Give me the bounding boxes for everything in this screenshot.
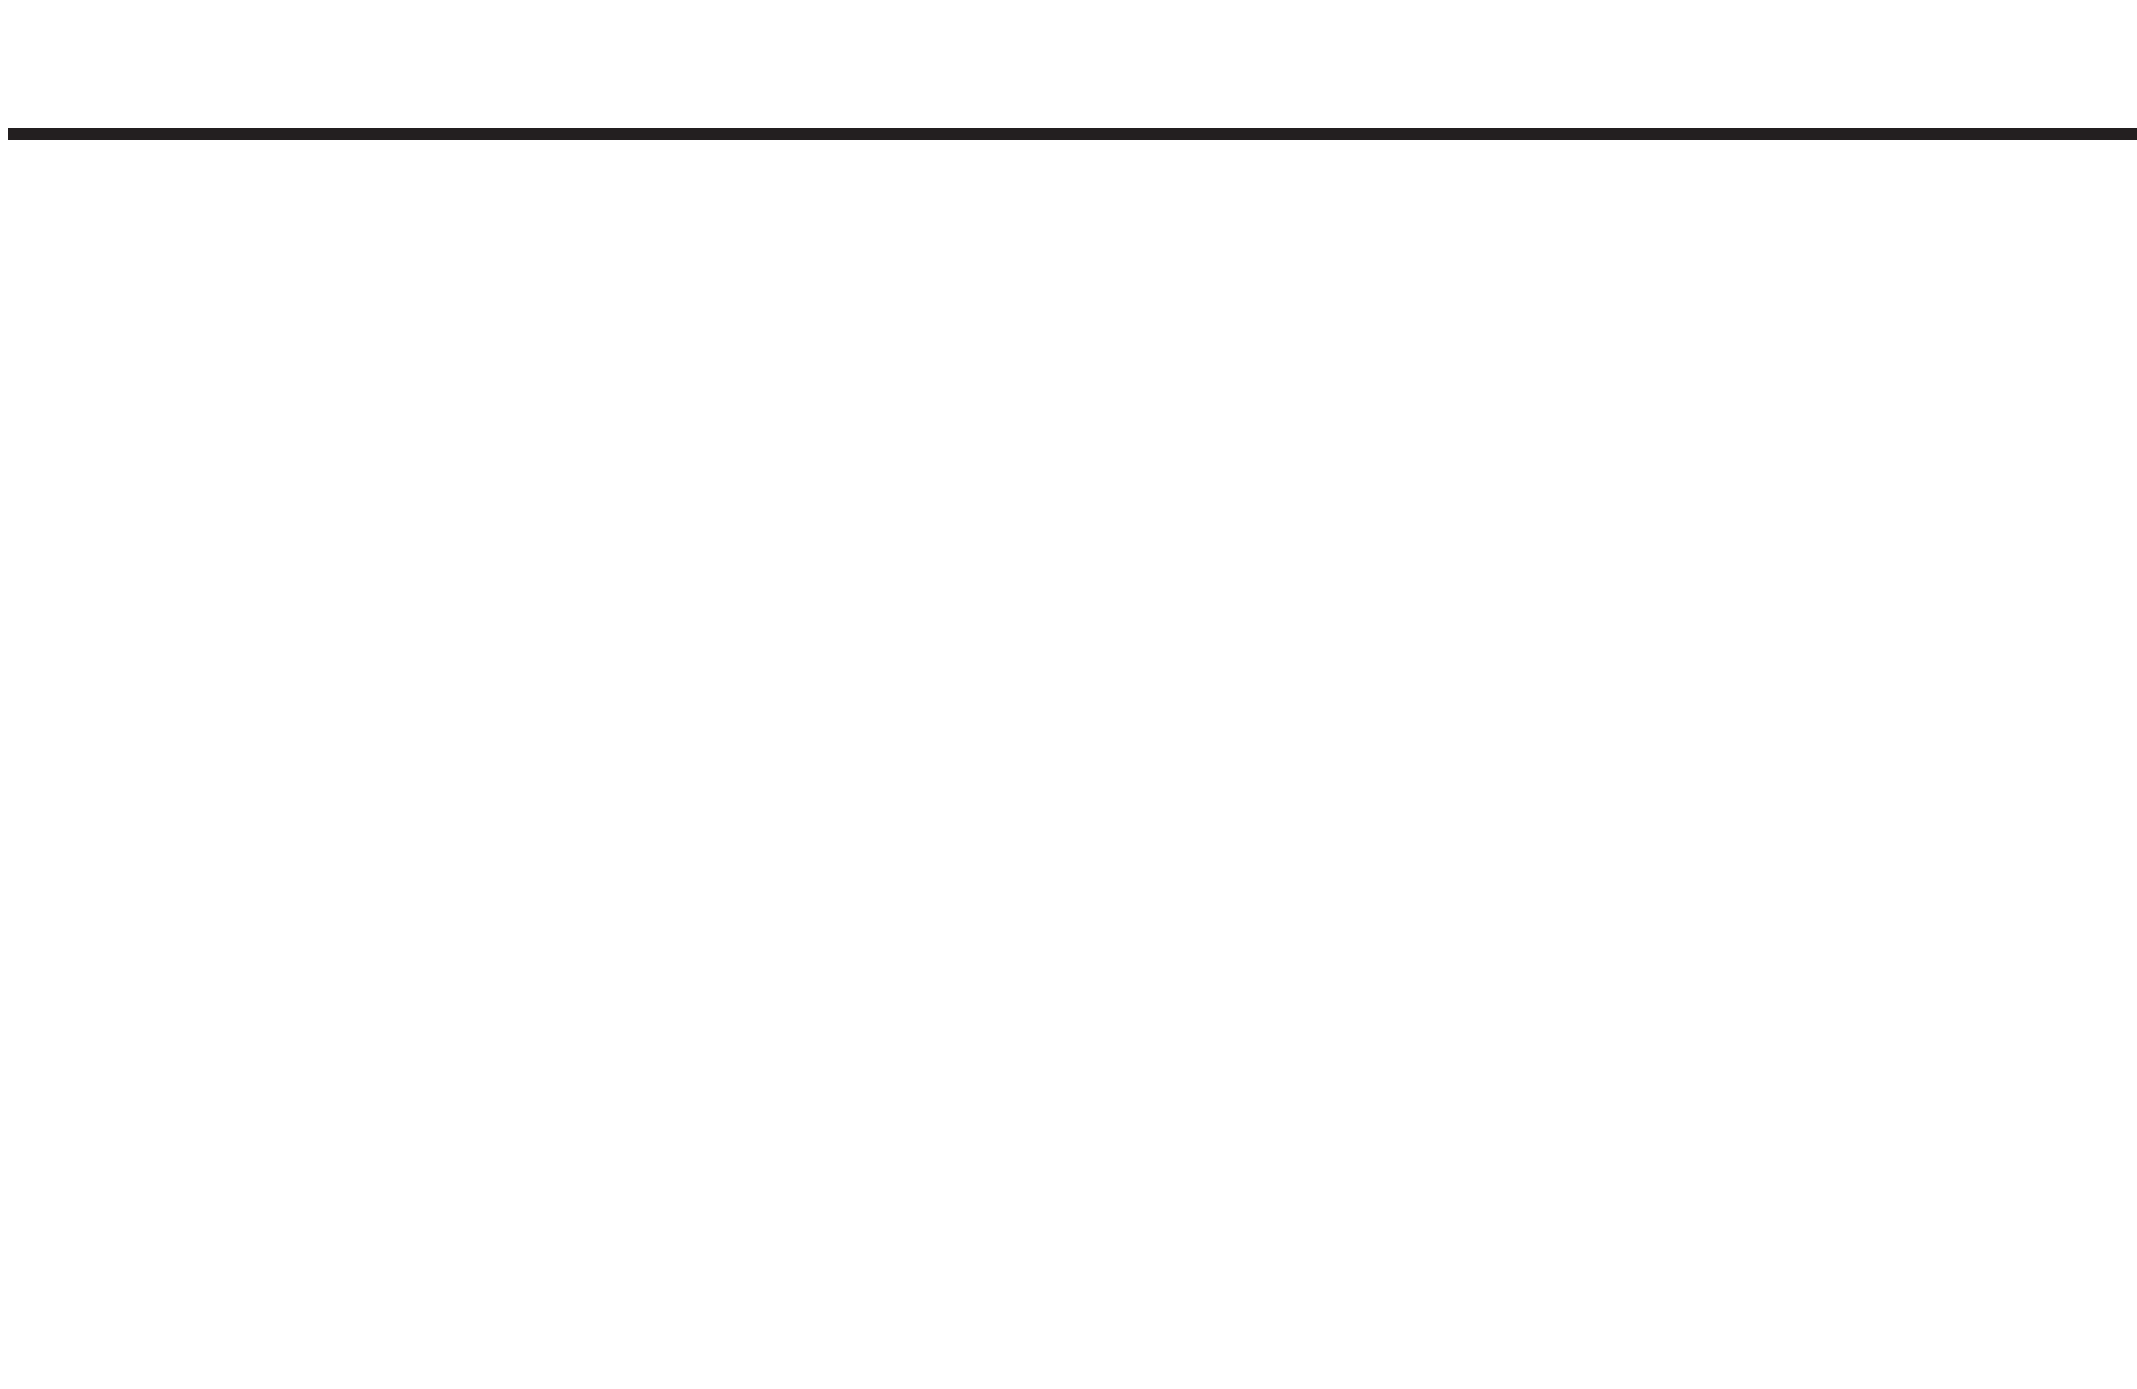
title-divider-bar xyxy=(8,128,2137,140)
